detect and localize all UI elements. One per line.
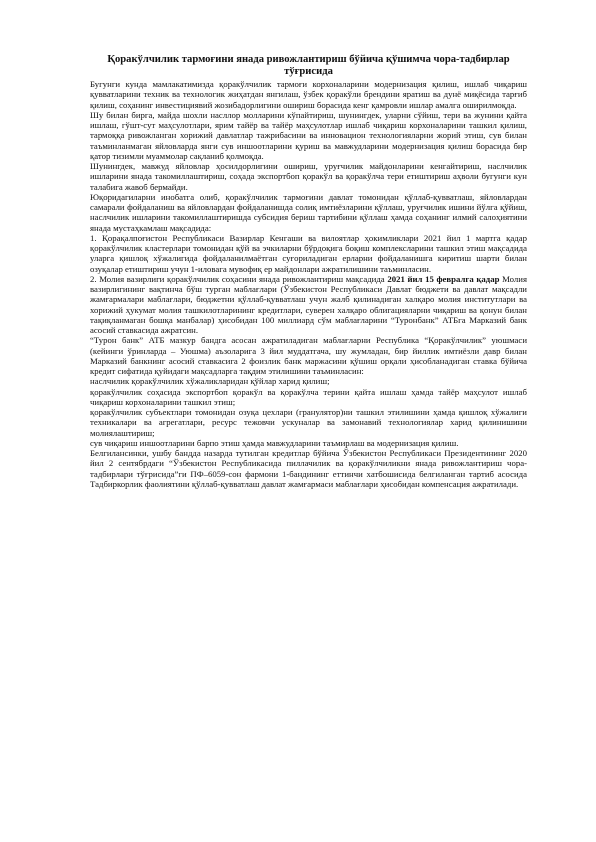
item-2-text: Молия вазирлигининг вақтинча бўш турган маблағлари (Ўзбекистон Республикаси Давлат бюджети ва давлат мақсадли жамғармалари маблағлари, бюджетни қўллаб-қувватлаш учун жалб қилинадиган халқаро молия институтлари ва хорижий ҳукумат молия ташкилотларининг кредитлари, суверен халқаро облигацияларни чиқариш ва қонун билан тақиқланмаган бошқа манбалар) ҳисобидан 100 миллиард сўм маблағларини “Туронбанк” АТБга Марказий банк асосий ставкасида ажратсин. [90, 273, 527, 335]
paragraph-purpose: Юқоридагиларни инобатга олиб, қоракўлчилик тармоғини давлат томонидан қўллаб-қувватлаш, яйловлардан самарали фойдаланиш ва яйловлардан фойдаланишда солиқ имтиёзларини қўллаш, уруғчилик ишини йўлга қўйиш, наслчилик ишларини такомиллаштиришда субсидия бериш тартибини қўллаш ҳамда соҳанинг илмий салоҳиятини янада мустаҳкамлаш мақсадида: [90, 191, 527, 233]
paragraph-turonbank: “Турон банк” АТБ мазкур бандга асосан ажратиладиган маблағларни Республика “Қоракўлчилик” уюшмаси (кейинги ўринларда – Уюшма) аъзоларига 3 йил муддатгача, шу жумладан, бир йиллик имтиёзли давр билан Марказий банкнинг асосий ставкасига 2 фоизлик банк маржасини қўшиш орқали ҳисобланадиган ставка бўйича кредит сифатида қуйидаги мақсадларга тақдим этилишини таъминласин: [90, 335, 527, 376]
paragraph-pastures: Шунингдек, мавжуд яйловлар ҳосилдорлигини ошириш, уруғчилик майдонларини кенгайтириш, наслчилик ишларини янада такомиллаштириш, соҳада экспортбоп қоракўл ва қоракўлча тери етиштириш аҳволи бугунги кун талабига жавоб бермайди. [90, 161, 527, 192]
document-title: Қоракўлчилик тармоғини янада ривожлантириш бўйича қўшимча чора-тадбирлар тўғрисида [107, 54, 510, 77]
paragraph-item-2 [90, 274, 527, 336]
document-body [90, 54, 527, 489]
paragraph-item-1: 1. Қорақалпоғистон Республикаси Вазирлар Кенгаши ва вилоятлар ҳокимликлари 2021 йил 1 мартга қадар қоракўлчилик кластерлари томонидан қўй ва эчкиларни бўрдоқига боқиш комплексларини ташкил этиш мақсадида уларга қишлоқ хўжалигида фойдаланилмаётган суғориладиган ерларни фойдаланишга киритиш шарти билан озуқалар етиштириш учун 1-иловага мувофиқ ер майдонлари ажратилишини таъминласин. [90, 232, 527, 274]
list-item-processing: қоракўлчилик соҳасида экспортбоп қоракўл ва қоракўлча терини қайта ишлаш ҳамда тайёр маҳсулот ишлаб чиқариш корхоналарини ташкил этиш; [90, 386, 527, 407]
list-item-feed-equipment: қоракўлчилик субъектлари томонидан озуқа цехлари (гранулятор)ни ташкил этилишини ҳамда қишлоқ хўжалиги техникалари ва агрегатлари, ресурс тежовчи ускуналар ва замонавий технологиялар харид қилинишини молиялаштириш; [90, 407, 527, 438]
item-2-prefix: 2. Молия вазирлиги қоракўлчилик соҳасини янада ривожлантириш мақсадида [90, 273, 385, 284]
paragraph-intro: Бугунги кунда мамлакатимизда қоракўлчилик тармоғи корхоналарини модернизация қилиш, ишлаб чиқариш қувватларини техник ва технологик жиҳатдан янгилаш, ўзбек қоракўли брендини яратиш ва дунё миқёсида тарғиб қилиш, соҳанинг инвестициявий жозибадорлигини ошириш борасида кенг қамровли ишлар амалга оширилмоқда. [90, 79, 527, 110]
list-item-water-facilities: сув чиқариш иншоотларини барпо этиш ҳамда мавжудларини таъмирлаш ва модернизация қилиш. [90, 437, 459, 448]
item-2-deadline: 2021 йил 15 февралга қадар [387, 273, 500, 284]
list-item-purchase-sheep: наслчилик қоракўлчилик хўжаликларидан қўйлар харид қилиш; [90, 376, 330, 387]
paragraph-problems: Шу билан бирга, майда шохли насллор молларини кўпайтириш, шунингдек, уларни сўйиш, тери ва жунини қайта ишлаш, гўшт-сут маҳсулотлари, ярим тайёр ва тайёр маҳсулотлар ишлаб чиқариш корхоналарини ташкил қилиш, тармоққа ривожланган хорижий давлатлар тажрибасини ва инновацион технологияларни жорий этиш, сув билан таъминланмаган яйловларда янги сув иншоотларини қуриш ва мавжудларини модернизация қилиш борасида бир қатор тизимли муаммолар сақланиб қолмоқда. [90, 109, 527, 161]
paragraph-compensation: Белгилансинки, ушбу бандда назарда тутилган кредитлар бўйича Ўзбекистон Республикаси Президентининг 2020 йил 2 сентябрдаги “Ўзбекистон Республикасида пиллачилик ва қоракўлчиликни янада ривожлантириш чора-тадбирлари тўғрисида”ги ПФ–6059-сон фармони 1-бандининг еттинчи хатбошисида белгиланган тартиб асосида Тадбиркорлик фаолиятини қўллаб-қувватлаш давлат жамғармаси маблағлари ҳисобидан компенсация ажратилади. [90, 448, 527, 489]
